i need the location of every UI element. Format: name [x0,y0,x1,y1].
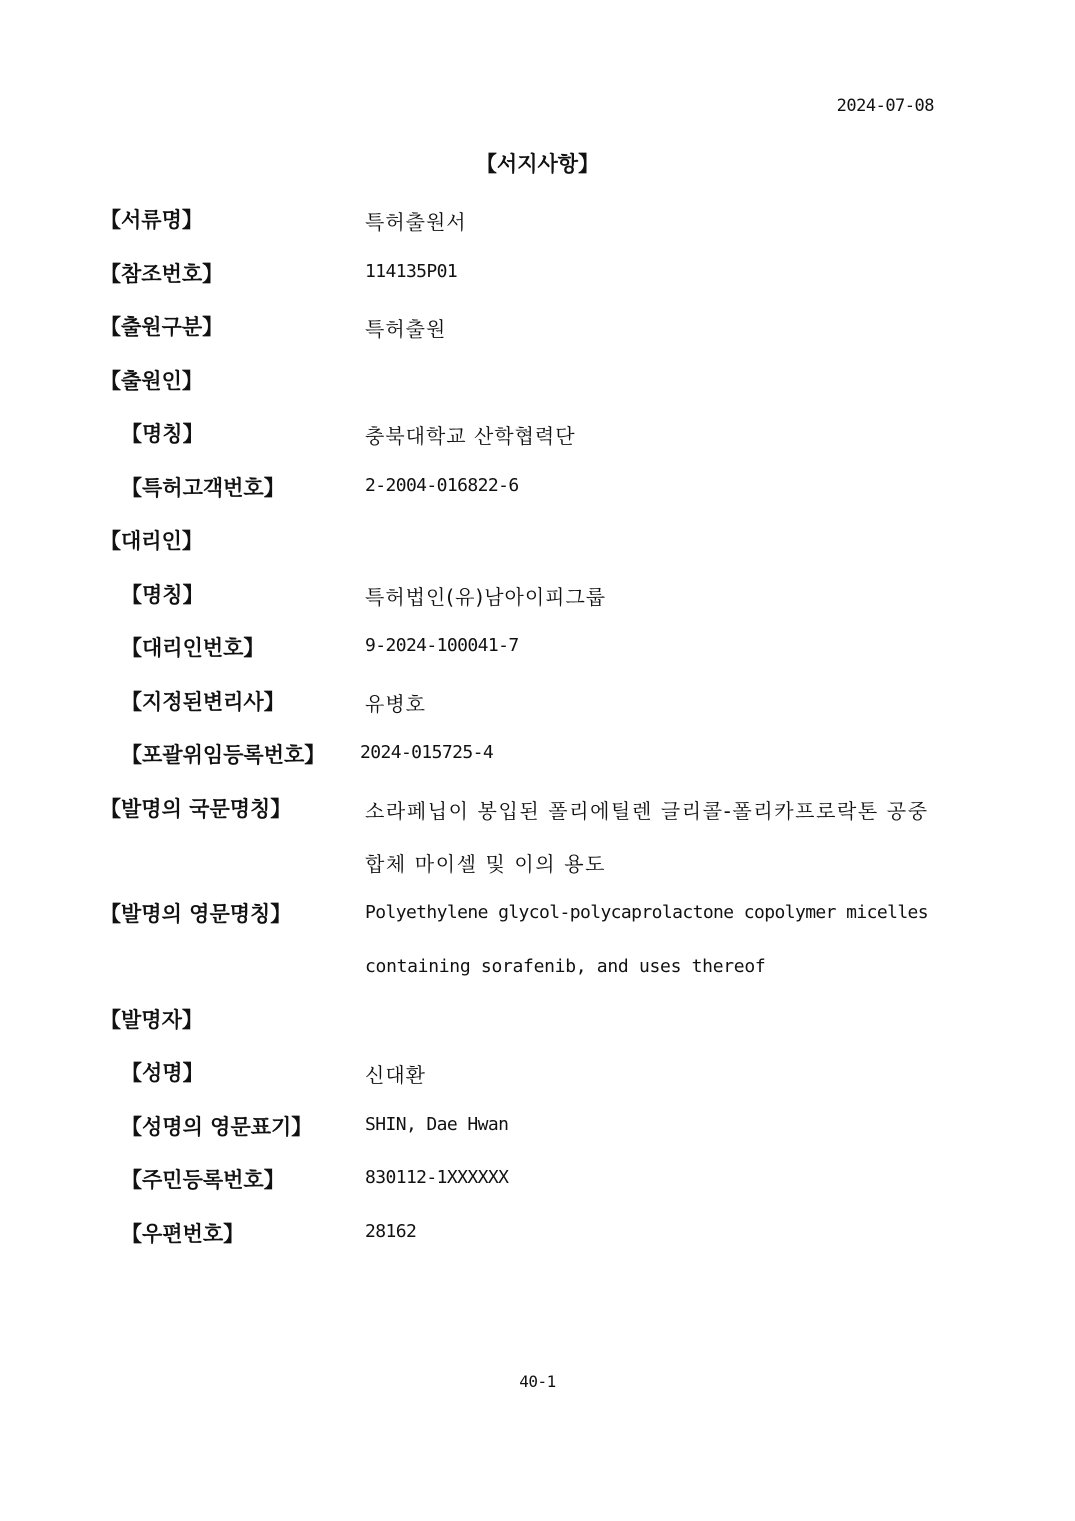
section-agent [0,525,1075,555]
field-value: 충북대학교 산학협력단 [365,424,576,448]
field-value: 830112-1XXXXXX [365,1167,509,1188]
document-heading: 【서지사항】 [475,152,600,176]
field-label: 【명칭】 [121,583,204,607]
document-date: 2024-07-08 [836,96,934,116]
field-value: SHIN, Dae Hwan [365,1114,509,1135]
field-value: 28162 [365,1221,417,1242]
field-value: 2-2004-016822-6 [365,475,519,496]
field-value: 114135P01 [365,261,458,282]
field-label: 【발명의 국문명칭】 [100,797,292,821]
field-value-line2: 합체 마이셀 및 이의 용도 [365,852,607,876]
field-doc-name [0,204,1075,234]
field-label: 【주민등록번호】 [121,1168,285,1192]
field-label: 【참조번호】 [100,262,224,286]
section-inventor [0,1004,1075,1034]
field-label: 【명칭】 [121,422,204,446]
field-title-en [0,898,1075,928]
field-applicant-name [0,418,1075,448]
field-label: 【지정된변리사】 [121,690,285,714]
field-label: 【발명의 영문명칭】 [100,902,292,926]
field-poa-no [0,739,1075,769]
field-title-en-cont [0,952,1075,982]
field-label: 【대리인번호】 [121,636,265,660]
field-label: 【특허고객번호】 [121,476,285,500]
field-value: 특허법인(유)남아이피그룹 [365,585,607,609]
field-ref-no [0,258,1075,288]
field-value: 유병호 [365,692,426,716]
field-label: 【포괄위임등록번호】 [121,743,326,767]
section-label: 【발명자】 [100,1008,203,1032]
field-value: 2024-015725-4 [360,742,494,763]
field-customer-no [0,472,1075,502]
field-postal [0,1218,1075,1248]
field-value: 특허출원서 [365,210,467,234]
field-value: 신대환 [365,1063,426,1087]
field-title-kr-cont [0,846,1075,876]
field-rrn [0,1164,1075,1194]
page-number: 40-1 [519,1372,556,1391]
section-label: 【대리인】 [100,529,203,553]
field-agent-no [0,632,1075,662]
field-inventor-name [0,1057,1075,1087]
field-label: 【출원구분】 [100,315,224,339]
field-inventor-name-en [0,1111,1075,1141]
field-value-line2: containing sorafenib, and uses thereof [365,956,766,977]
field-value: 9-2024-100041-7 [365,635,519,656]
field-label: 【성명】 [121,1061,204,1085]
field-title-kr [0,793,1075,823]
field-attorney [0,686,1075,716]
field-value-line1: Polyethylene glycol-polycaprolactone copolymer micelles [365,902,929,923]
field-agent-name [0,579,1075,609]
section-label: 【출원인】 [100,369,203,393]
field-value-line1: 소라페닙이 봉입된 폴리에틸렌 글리콜-폴리카프로락톤 공중 [365,799,929,823]
field-app-type [0,311,1075,341]
section-applicant [0,365,1075,395]
field-label: 【서류명】 [100,208,203,232]
field-label: 【우편번호】 [121,1222,245,1246]
field-value: 특허출원 [365,317,447,341]
field-label: 【성명의 영문표기】 [121,1115,313,1139]
